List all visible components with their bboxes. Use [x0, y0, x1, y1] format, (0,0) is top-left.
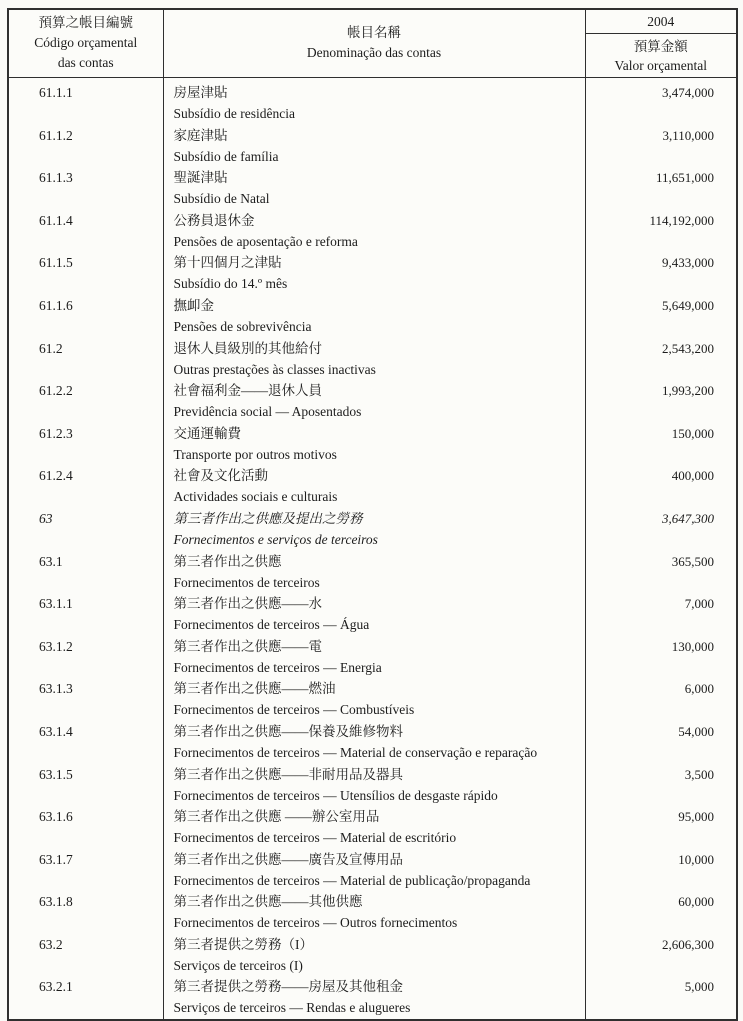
account-name-zh: 第十四個月之津貼: [173, 255, 282, 271]
account-name-pt: Fornecimentos de terceiros — Combustíveis: [173, 702, 415, 718]
account-description-cell: [163, 508, 585, 551]
table-header-row: [8, 9, 737, 78]
account-name-pt: Fornecimentos de terceiros: [173, 574, 320, 590]
account-code: 63.1.8: [8, 891, 163, 934]
account-code: 61.1.2: [8, 125, 163, 168]
account-name-zh: 第三者作出之供應——其他供應: [173, 894, 363, 910]
header-name-pt: Denominação das contas: [306, 45, 442, 60]
account-description-cell: [163, 849, 585, 892]
account-value: 150,000: [671, 425, 714, 441]
table-row: [8, 295, 737, 338]
account-code: 63.1.1: [8, 593, 163, 636]
account-name-zh: 第三者提供之勞務——房屋及其他租金: [173, 979, 403, 995]
account-name-zh: 退休人員級別的其他給付: [173, 340, 322, 356]
table-row: [8, 849, 737, 892]
account-code: 63.1.6: [8, 806, 163, 849]
account-description-cell: [163, 338, 585, 381]
header-code-zh: 預算之帳目編號: [38, 15, 133, 30]
account-code: 61.1.4: [8, 210, 163, 253]
account-name-pt: Fornecimentos de terceiros — Energia: [173, 659, 382, 675]
account-code: 63.1.7: [8, 849, 163, 892]
account-description-cell: [163, 295, 585, 338]
header-year: 2004: [586, 10, 737, 34]
table-row: [8, 380, 737, 423]
account-value: 3,500: [684, 766, 714, 782]
account-name-zh: 公務員退休金: [173, 212, 255, 228]
account-name-pt: Fornecimentos de terceiros — Material de publicação/propaganda: [173, 872, 531, 888]
account-value: 54,000: [678, 723, 714, 739]
account-name-pt: Subsídio de família: [173, 148, 279, 164]
account-name-pt: Serviços de terceiros — Rendas e alugueres: [173, 1000, 411, 1016]
table-row: [8, 167, 737, 210]
account-description-cell: [163, 465, 585, 508]
header-code-column: [8, 9, 163, 78]
account-name-pt: Subsídio de residência: [173, 106, 295, 121]
account-description-cell: [163, 934, 585, 977]
table-row: [8, 934, 737, 977]
header-code-pt-line1: Código orçamental: [34, 35, 138, 50]
account-value: 11,651,000: [655, 170, 714, 186]
table-row: [8, 465, 737, 508]
account-description-cell: [163, 721, 585, 764]
account-name-zh: 社會福利金——退休人員: [173, 383, 322, 399]
table-row: [8, 806, 737, 849]
account-code: 61.1.6: [8, 295, 163, 338]
account-name-zh: 第三者作出之供應: [173, 553, 282, 569]
account-name-zh: 交通運輸費: [173, 425, 241, 441]
table-row: [8, 976, 737, 1020]
table-row: [8, 721, 737, 764]
account-description-cell: [163, 423, 585, 466]
account-name-zh: 第三者作出之供應——燃油: [173, 681, 336, 697]
account-name-pt: Subsídio de Natal: [173, 191, 270, 207]
table-row: [8, 78, 737, 125]
account-name-pt: Fornecimentos de terceiros — Material de conservação e reparação: [173, 744, 538, 760]
account-value: 6,000: [684, 681, 714, 697]
table-row: [8, 252, 737, 295]
account-code: 61.2.2: [8, 380, 163, 423]
table-row: [8, 423, 737, 466]
account-description-cell: [163, 678, 585, 721]
header-value-pt: Valor orçamental: [614, 57, 708, 73]
account-description-cell: [163, 551, 585, 594]
account-description-cell: [163, 976, 585, 1020]
table-body: [8, 78, 737, 1021]
account-name-pt: Pensões de sobrevivência: [173, 318, 312, 334]
account-value: 365,500: [671, 553, 714, 569]
table-row: [8, 338, 737, 381]
account-name-pt: Fornecimentos de terceiros — Material de escritório: [173, 830, 457, 846]
account-value: 130,000: [671, 638, 714, 654]
account-name-pt: Fornecimentos de terceiros — Outros fornecimentos: [173, 915, 458, 931]
table-row: [8, 593, 737, 636]
account-description-cell: [163, 380, 585, 423]
account-name-pt: Fornecimentos e serviços de terceiros: [173, 531, 378, 547]
account-value: 3,474,000: [662, 85, 714, 100]
account-code: 61.2.3: [8, 423, 163, 466]
account-description-cell: [163, 78, 585, 125]
account-description-cell: [163, 636, 585, 679]
account-value: 9,433,000: [662, 255, 714, 271]
account-code: 63.1.4: [8, 721, 163, 764]
account-description-cell: [163, 764, 585, 807]
account-name-pt: Serviços de terceiros (I): [173, 957, 303, 973]
account-code: 61.1.1: [8, 78, 163, 125]
account-name-pt: Pensões de aposentação e reforma: [173, 233, 358, 249]
account-value: 7,000: [684, 596, 714, 612]
account-name-zh: 第三者作出之供應及提出之勞務: [173, 510, 363, 526]
account-name-pt: Fornecimentos de terceiros — Água: [173, 617, 370, 633]
account-name-zh: 第三者作出之供應——廣告及宣傳用品: [173, 851, 403, 867]
account-value: 114,192,000: [649, 212, 714, 228]
table-row: [8, 551, 737, 594]
account-description-cell: [163, 125, 585, 168]
account-name-pt: Transporte por outros motivos: [173, 446, 337, 462]
header-value-zh: 預算金額: [633, 38, 688, 54]
header-value-column: [585, 9, 737, 78]
account-value: 95,000: [678, 809, 714, 825]
account-code: 63.2.1: [8, 976, 163, 1020]
account-description-cell: [163, 210, 585, 253]
table-row: [8, 764, 737, 807]
account-value: 2,543,200: [662, 340, 714, 356]
account-name-zh: 家庭津貼: [173, 127, 228, 143]
account-code: 61.1.3: [8, 167, 163, 210]
account-name-pt: Outras prestações às classes inactivas: [173, 361, 376, 377]
table-row: [8, 508, 737, 551]
account-value: 60,000: [678, 894, 714, 910]
table-row: [8, 210, 737, 253]
header-name-zh: 帳目名稱: [347, 25, 401, 40]
account-description-cell: [163, 167, 585, 210]
account-description-cell: [163, 593, 585, 636]
account-name-zh: 社會及文化活動: [173, 468, 268, 484]
account-value: 2,606,300: [662, 936, 714, 952]
account-name-zh: 第三者作出之供應——電: [173, 638, 322, 654]
header-code-pt-line2: das contas: [57, 55, 114, 70]
table-row: [8, 678, 737, 721]
account-name-zh: 第三者提供之勞務（I）: [173, 936, 313, 952]
account-name-pt: Fornecimentos de terceiros — Utensílios de desgaste rápido: [173, 787, 498, 803]
table-row: [8, 891, 737, 934]
account-value: 10,000: [678, 851, 714, 867]
account-code: 61.2: [8, 338, 163, 381]
account-name-pt: Subsídio do 14.º mês: [173, 276, 288, 292]
account-name-zh: 聖誕津貼: [173, 170, 228, 186]
account-code: 63.2: [8, 934, 163, 977]
account-value: 3,647,300: [662, 510, 714, 526]
account-value: 3,110,000: [662, 127, 714, 143]
account-value: 400,000: [671, 468, 714, 484]
table-row: [8, 125, 737, 168]
account-description-cell: [163, 252, 585, 295]
table-row: [8, 636, 737, 679]
budget-table: [7, 8, 738, 1021]
account-code: 63.1.3: [8, 678, 163, 721]
header-name-column: [163, 9, 585, 78]
account-name-pt: Previdência social — Aposentados: [173, 404, 362, 420]
account-description-cell: [163, 806, 585, 849]
account-code: 63.1.5: [8, 764, 163, 807]
account-code: 61.1.5: [8, 252, 163, 295]
account-value: 5,000: [684, 979, 714, 995]
account-code: 63: [8, 508, 163, 551]
account-value: 1,993,200: [662, 383, 714, 399]
account-name-zh: 撫卹金: [173, 297, 214, 313]
account-code: 63.1.2: [8, 636, 163, 679]
account-value: 5,649,000: [662, 297, 714, 313]
account-name-zh: 房屋津貼: [173, 85, 228, 100]
account-name-zh: 第三者作出之供應——水: [173, 596, 322, 612]
account-description-cell: [163, 891, 585, 934]
account-code: 63.1: [8, 551, 163, 594]
account-name-zh: 第三者作出之供應——保養及維修物料: [173, 723, 403, 739]
account-name-zh: 第三者作出之供應——非耐用品及器具: [173, 766, 403, 782]
account-name-pt: Actividades sociais e culturais: [173, 489, 338, 505]
account-name-zh: 第三者作出之供應 ——辦公室用品: [173, 809, 380, 825]
account-code: 61.2.4: [8, 465, 163, 508]
